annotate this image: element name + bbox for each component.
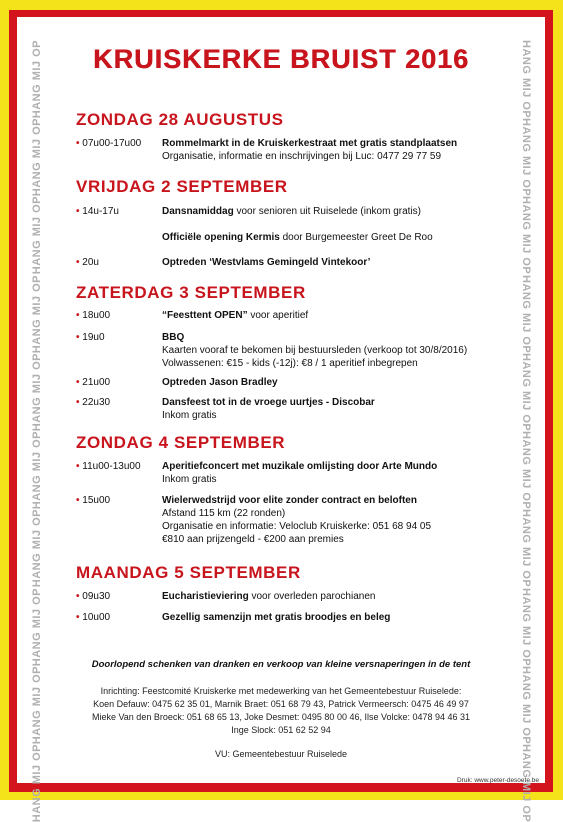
- side-label: HANG MIJ OP: [520, 509, 532, 588]
- day-heading: ZONDAG 4 SEPTEMBER: [76, 433, 286, 452]
- side-label: HANG MIJ OP: [31, 744, 43, 822]
- event-title: Optreden ‘Westvlams Gemingeld Vintekoor’: [162, 257, 371, 268]
- event-detail: voor senioren uit Ruiselede (inkom gratis): [233, 206, 421, 217]
- bullet: •: [76, 257, 80, 268]
- event-detail: Inkom gratis: [162, 410, 217, 421]
- bullet: •: [76, 461, 80, 472]
- printer-credit: Druk: www.peter-desoete.be: [456, 777, 539, 784]
- day-heading: VRIJDAG 2 SEPTEMBER: [76, 177, 288, 196]
- event-detail: voor overleden parochianen: [248, 591, 376, 602]
- side-label: HANG MIJ OP: [520, 118, 532, 197]
- publisher-line: VU: Gemeentebestuur Ruiselede: [214, 749, 348, 759]
- side-label: HANG MIJ OP: [31, 587, 43, 666]
- footer-note: Doorlopend schenken van dranken en verkoop van kleine versnaperingen in de tent: [91, 659, 471, 670]
- side-label: HANG MIJ OP: [520, 196, 532, 275]
- side-label: HANG MIJ OP: [31, 196, 43, 275]
- organizer-line: Inge Slock: 051 62 52 94: [231, 725, 331, 735]
- event-time: 10u00: [82, 612, 111, 623]
- organizer-line: Mieke Van den Broeck: 051 68 65 13, Joke Desmet: 0495 80 00 46, Ilse Volcke: 0478 94 46 31: [91, 712, 471, 722]
- side-label: HANG MIJ OP: [31, 665, 43, 745]
- bullet: •: [76, 138, 80, 149]
- event-title: Optreden Jason Bradley: [162, 377, 278, 388]
- event-title: BBQ: [162, 332, 185, 343]
- side-label: HANG MIJ OP: [520, 587, 532, 666]
- side-label: HANG MIJ OP: [520, 274, 532, 353]
- bullet: •: [76, 310, 80, 321]
- event-detail: €810 aan prijzengeld - €200 aan premies: [162, 534, 344, 545]
- event-time: 20u: [82, 257, 99, 268]
- event-detail: Organisatie en informatie: Veloclub Kruiskerke: 051 68 94 05: [162, 521, 432, 532]
- bullet: •: [76, 591, 80, 602]
- day-heading: ZONDAG 28 AUGUSTUS: [76, 110, 284, 129]
- bullet: •: [76, 206, 80, 217]
- side-label: HANG MIJ OP: [520, 40, 532, 119]
- side-label: HANG MIJ OP: [520, 352, 532, 432]
- side-text-left: [28, 40, 46, 822]
- side-label: HANG MIJ OP: [31, 40, 43, 119]
- event-title: Aperitiefconcert met muzikale omlijsting door Arte Mundo: [162, 461, 438, 472]
- side-label: HANG MIJ OP: [31, 431, 43, 510]
- organizer-line: Inrichting: Feestcomité Kruiskerke met medewerking van het Gemeentebestuur Ruiselede:: [100, 686, 462, 696]
- event-title: Dansfeest tot in de vroege uurtjes - Discobar: [162, 397, 375, 408]
- event-time: 14u-17u: [82, 206, 119, 217]
- day-heading: MAANDAG 5 SEPTEMBER: [76, 563, 301, 582]
- event-title: Dansnamiddag: [162, 206, 234, 217]
- event-time: 19u0: [82, 332, 105, 343]
- day-heading: ZATERDAG 3 SEPTEMBER: [76, 283, 306, 302]
- event-detail: Afstand 115 km (22 ronden): [162, 508, 286, 519]
- event-time: 07u00-17u00: [82, 138, 142, 149]
- side-label: HANG MIJ OP: [520, 744, 532, 822]
- side-label: HANG MIJ OP: [520, 665, 532, 745]
- event-detail: Organisatie, informatie en inschrijvingen bij Luc: 0477 29 77 59: [162, 151, 442, 162]
- event-title: Wielerwedstrijd voor elite zonder contract en beloften: [162, 495, 417, 506]
- bullet: •: [76, 612, 80, 623]
- side-label: HANG MIJ OP: [520, 431, 532, 510]
- event-title: Gezellig samenzijn met gratis broodjes en beleg: [162, 612, 391, 623]
- event-title: Officiële opening Kermis: [162, 232, 280, 243]
- event-time: 11u00-13u00: [82, 461, 141, 472]
- side-label: HANG MIJ OP: [31, 274, 43, 353]
- event-detail: door Burgemeester Greet De Roo: [279, 232, 433, 243]
- poster-title: KRUISKERKE BRUIST 2016: [92, 44, 470, 74]
- side-label: HANG MIJ OP: [31, 509, 43, 588]
- bullet: •: [76, 397, 80, 408]
- event-time: 22u30: [82, 397, 111, 408]
- event-title: Eucharistieviering: [162, 591, 249, 602]
- bullet: •: [76, 495, 80, 506]
- event-detail: Inkom gratis: [162, 474, 217, 485]
- event-detail: Kaarten vooraf te bekomen bij bestuursleden (verkoop tot 30/8/2016): [162, 345, 468, 356]
- bullet: •: [76, 377, 80, 388]
- side-label: HANG MIJ OP: [31, 352, 43, 432]
- bullet: •: [76, 332, 80, 343]
- event-detail: voor aperitief: [247, 310, 309, 321]
- event-title: “Feesttent OPEN”: [162, 310, 248, 321]
- event-title: Rommelmarkt in de Kruiskerkestraat met gratis standplaatsen: [162, 138, 458, 149]
- side-label: HANG MIJ OP: [31, 118, 43, 197]
- event-time: 15u00: [82, 495, 111, 506]
- event-detail: Volwassenen: €15 - kids (-12j): €8 / 1 aperitief inbegrepen: [162, 358, 418, 369]
- event-time: 09u30: [82, 591, 111, 602]
- organizer-line: Koen Defauw: 0475 62 35 01, Marnik Braet: 051 68 79 43, Patrick Vermeersch: 0475 46 49 97: [93, 699, 469, 709]
- event-time: 18u00: [82, 310, 111, 321]
- event-time: 21u00: [82, 377, 111, 388]
